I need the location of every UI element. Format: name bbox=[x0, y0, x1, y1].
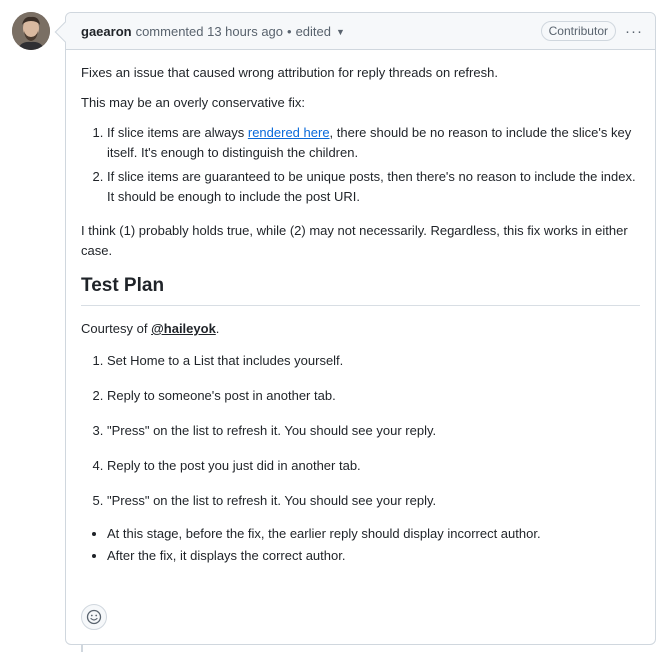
caveat-paragraph: This may be an overly conservative fix: bbox=[81, 95, 305, 110]
user-mention-link[interactable]: @haileyok bbox=[151, 321, 216, 336]
courtesy-suffix: . bbox=[215, 321, 220, 336]
list-item: • At this stage, before the fix, the earlier reply should display incorrect author. bbox=[107, 524, 640, 544]
rendered-here-link[interactable]: rendered here bbox=[247, 125, 330, 140]
point-text: , there should be no reason to include the slice's key itself. It's enough to distinguish the children. bbox=[107, 125, 632, 160]
author-avatar[interactable] bbox=[12, 12, 50, 50]
list-item: 2. Reply to someone's post in another tab. bbox=[107, 386, 640, 406]
conclusion-paragraph: I think (1) probably holds true, while (2) may not necessarily. Regardless, this fix works in either case. bbox=[81, 223, 628, 258]
add-reaction-button[interactable] bbox=[81, 604, 107, 630]
comment-box bbox=[65, 12, 656, 645]
list-item: 2. If slice items are guaranteed to be unique posts, then there's no reason to include the index. It should be enough to include the post URI. bbox=[107, 167, 640, 207]
points-list bbox=[81, 123, 640, 207]
point-text: If slice items are always bbox=[107, 125, 248, 140]
intro-paragraph: Fixes an issue that caused wrong attribution for reply threads on refresh. bbox=[81, 65, 498, 80]
list-item: 4. Reply to the post you just did in another tab. bbox=[107, 456, 640, 476]
list-item: 3. "Press" on the list to refresh it. You should see your reply. bbox=[107, 421, 640, 441]
edited-history-dropdown[interactable] bbox=[296, 24, 345, 39]
comment-header bbox=[66, 13, 655, 50]
chevron-down-icon: ▼ bbox=[336, 27, 345, 37]
list-item: 5. "Press" on the list to refresh it. You should see your reply. bbox=[107, 491, 640, 511]
more-options-icon[interactable]: ··· bbox=[625, 22, 643, 40]
courtesy-prefix: Courtesy of bbox=[81, 321, 152, 336]
edited-label: edited bbox=[295, 23, 331, 39]
steps-list bbox=[81, 351, 640, 511]
comment-timestamp[interactable]: commented 13 hours ago bbox=[135, 23, 284, 39]
courtesy-line bbox=[81, 319, 640, 339]
smiley-icon bbox=[86, 609, 102, 625]
contributor-badge: Contributor bbox=[541, 21, 616, 41]
author-link[interactable]: gaearon bbox=[81, 23, 132, 39]
list-item bbox=[107, 123, 640, 163]
notes-list bbox=[81, 524, 640, 566]
test-plan-heading: Test Plan bbox=[81, 273, 640, 306]
avatar-image bbox=[12, 12, 50, 50]
comment-body bbox=[66, 50, 655, 566]
list-item: • After the fix, it displays the correct author. bbox=[107, 546, 640, 566]
list-item: 1. Set Home to a List that includes yourself. bbox=[107, 351, 640, 371]
meta-separator: • bbox=[287, 23, 292, 39]
